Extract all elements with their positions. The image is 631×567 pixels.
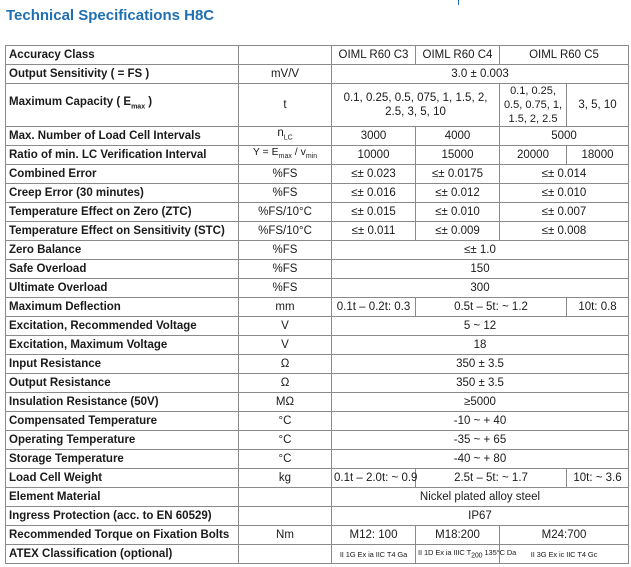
value-cell: II 3G Ex ic IIC T4 Gc bbox=[500, 545, 629, 564]
value-cell: 18000 bbox=[567, 146, 629, 165]
value-cell: 3, 5, 10 bbox=[567, 84, 629, 127]
unit-cell: MΩ bbox=[239, 393, 332, 412]
value-cell: ≤± 0.015 bbox=[332, 203, 416, 222]
table-row bbox=[6, 412, 629, 431]
table-row bbox=[6, 374, 629, 393]
unit-cell bbox=[239, 507, 332, 526]
value-cell: ≤± 0.010 bbox=[500, 184, 629, 203]
row-label: Operating Temperature bbox=[6, 431, 239, 450]
table-row bbox=[6, 260, 629, 279]
unit-cell: $n_{LC}$ bbox=[239, 127, 332, 146]
unit-cell: Ω bbox=[239, 374, 332, 393]
value-cell: M18:200 bbox=[416, 526, 500, 545]
value-cell: M12: 100 bbox=[332, 526, 416, 545]
row-label: Safe Overload bbox=[6, 260, 239, 279]
value-cell: ≤± 0.007 bbox=[500, 203, 629, 222]
table-row bbox=[6, 336, 629, 355]
value-cell: ≤± 0.011 bbox=[332, 222, 416, 241]
value-cell: IP67 bbox=[332, 507, 629, 526]
value-cell: 10t: 0.8 bbox=[567, 298, 629, 317]
unit-cell: %FS bbox=[239, 279, 332, 298]
value-cell: ≤± 1.0 bbox=[332, 241, 629, 260]
value-cell: ≤± 0.016 bbox=[332, 184, 416, 203]
table-row bbox=[6, 317, 629, 336]
row-label: Input Resistance bbox=[6, 355, 239, 374]
value-cell: 0.1t – 2.0t: ~ 0.9 bbox=[332, 469, 416, 488]
value-cell: 18 bbox=[332, 336, 629, 355]
value-cell: -40 ~ + 80 bbox=[332, 450, 629, 469]
value-cell: 5 ~ 12 bbox=[332, 317, 629, 336]
value-cell: 0.1t – 0.2t: 0.3 bbox=[332, 298, 416, 317]
value-cell: II 1D Ex ia IIIC $T_{200}$ 135°C Da bbox=[416, 545, 500, 564]
value-cell: 300 bbox=[332, 279, 629, 298]
table-row bbox=[6, 469, 629, 488]
value-cell: 3.0 ± 0.003 bbox=[332, 65, 629, 84]
unit-cell: $Y = E_{max} / v_{min}$ bbox=[239, 146, 332, 165]
value-cell: 150 bbox=[332, 260, 629, 279]
column-header-c5: OIML R60 C5 bbox=[500, 46, 629, 65]
table-row bbox=[6, 545, 629, 564]
table-row bbox=[6, 431, 629, 450]
table-row bbox=[6, 355, 629, 374]
unit-cell: %FS/10°C bbox=[239, 203, 332, 222]
value-cell: Nickel plated alloy steel bbox=[332, 488, 629, 507]
table-row bbox=[6, 127, 629, 146]
value-cell: 0.1, 0.25, 0.5, 0.75, 1, 1.5, 2, 2.5 bbox=[500, 84, 567, 127]
table-row bbox=[6, 146, 629, 165]
table-row bbox=[6, 279, 629, 298]
value-cell: M24:700 bbox=[500, 526, 629, 545]
value-cell: ≤± 0.014 bbox=[500, 165, 629, 184]
table-row bbox=[6, 65, 629, 84]
row-label: Accuracy Class bbox=[6, 46, 239, 65]
table-row bbox=[6, 84, 629, 127]
value-cell: 10t: ~ 3.6 bbox=[567, 469, 629, 488]
unit-cell: °C bbox=[239, 412, 332, 431]
row-label: Combined Error bbox=[6, 165, 239, 184]
unit-cell: %FS bbox=[239, 184, 332, 203]
table-row bbox=[6, 165, 629, 184]
table-row bbox=[6, 241, 629, 260]
unit-cell: °C bbox=[239, 431, 332, 450]
value-cell: ≤± 0.008 bbox=[500, 222, 629, 241]
row-label: Insulation Resistance (50V) bbox=[6, 393, 239, 412]
value-cell: ≤± 0.010 bbox=[416, 203, 500, 222]
row-label: Temperature Effect on Zero (ZTC) bbox=[6, 203, 239, 222]
table-row bbox=[6, 526, 629, 545]
value-cell: ≤± 0.009 bbox=[416, 222, 500, 241]
value-cell: -35 ~ + 65 bbox=[332, 431, 629, 450]
unit-cell: V bbox=[239, 336, 332, 355]
value-cell: 3000 bbox=[332, 127, 416, 146]
row-label: Output Sensitivity ( = FS ) bbox=[6, 65, 239, 84]
unit-cell: mm bbox=[239, 298, 332, 317]
unit-cell: t bbox=[239, 84, 332, 127]
unit-cell: Nm bbox=[239, 526, 332, 545]
table-row bbox=[6, 203, 629, 222]
row-label: Excitation, Maximum Voltage bbox=[6, 336, 239, 355]
value-cell: 0.5t – 5t: ~ 1.2 bbox=[416, 298, 567, 317]
row-label: Ratio of min. LC Verification Interval bbox=[6, 146, 239, 165]
row-label: Load Cell Weight bbox=[6, 469, 239, 488]
unit-cell bbox=[239, 488, 332, 507]
value-cell: ≤± 0.0175 bbox=[416, 165, 500, 184]
table-row bbox=[6, 507, 629, 526]
row-label: Compensated Temperature bbox=[6, 412, 239, 431]
row-label: Storage Temperature bbox=[6, 450, 239, 469]
unit-cell: %FS bbox=[239, 165, 332, 184]
specifications-table bbox=[5, 45, 629, 564]
value-cell: 2.5t – 5t: ~ 1.7 bbox=[416, 469, 567, 488]
row-label: Creep Error (30 minutes) bbox=[6, 184, 239, 203]
unit-cell: Ω bbox=[239, 355, 332, 374]
value-cell: 0.1, 0.25, 0.5, 075, 1, 1.5, 2, 2.5, 3, 5, 10 bbox=[332, 84, 500, 127]
table-row bbox=[6, 393, 629, 412]
table-row bbox=[6, 222, 629, 241]
row-label: Temperature Effect on Sensitivity (STC) bbox=[6, 222, 239, 241]
value-cell: ≥5000 bbox=[332, 393, 629, 412]
row-label: Ultimate Overload bbox=[6, 279, 239, 298]
unit-cell bbox=[239, 46, 332, 65]
value-cell: 10000 bbox=[332, 146, 416, 165]
row-label: Maximum Deflection bbox=[6, 298, 239, 317]
column-header-c4: OIML R60 C4 bbox=[416, 46, 500, 65]
row-label: Output Resistance bbox=[6, 374, 239, 393]
decorative-tick bbox=[458, 0, 459, 5]
value-cell: 350 ± 3.5 bbox=[332, 355, 629, 374]
value-cell: 15000 bbox=[416, 146, 500, 165]
unit-cell: mV/V bbox=[239, 65, 332, 84]
row-label: Max. Number of Load Cell Intervals bbox=[6, 127, 239, 146]
value-cell: -10 ~ + 40 bbox=[332, 412, 629, 431]
value-cell: ≤± 0.023 bbox=[332, 165, 416, 184]
page-title: Technical Specifications H8C bbox=[6, 7, 215, 24]
row-label: Zero Balance bbox=[6, 241, 239, 260]
table-row bbox=[6, 488, 629, 507]
row-label: Ingress Protection (acc. to EN 60529) bbox=[6, 507, 239, 526]
value-cell: 4000 bbox=[416, 127, 500, 146]
row-label: Excitation, Recommended Voltage bbox=[6, 317, 239, 336]
table-row bbox=[6, 298, 629, 317]
unit-cell: %FS bbox=[239, 241, 332, 260]
table-row bbox=[6, 46, 629, 65]
value-cell: II 1G Ex ia IIC T4 Ga bbox=[332, 545, 416, 564]
unit-cell bbox=[239, 545, 332, 564]
row-label: Element Material bbox=[6, 488, 239, 507]
unit-cell: V bbox=[239, 317, 332, 336]
unit-cell: %FS/10°C bbox=[239, 222, 332, 241]
row-label: Recommended Torque on Fixation Bolts bbox=[6, 526, 239, 545]
row-label: ATEX Classification (optional) bbox=[6, 545, 239, 564]
row-label: Maximum Capacity ( $E_{max}$ ) bbox=[6, 84, 239, 127]
column-header-c3: OIML R60 C3 bbox=[332, 46, 416, 65]
value-cell: 20000 bbox=[500, 146, 567, 165]
table-row bbox=[6, 450, 629, 469]
unit-cell: %FS bbox=[239, 260, 332, 279]
value-cell: 5000 bbox=[500, 127, 629, 146]
table-row bbox=[6, 184, 629, 203]
unit-cell: °C bbox=[239, 450, 332, 469]
value-cell: ≤± 0.012 bbox=[416, 184, 500, 203]
value-cell: 350 ± 3.5 bbox=[332, 374, 629, 393]
unit-cell: kg bbox=[239, 469, 332, 488]
